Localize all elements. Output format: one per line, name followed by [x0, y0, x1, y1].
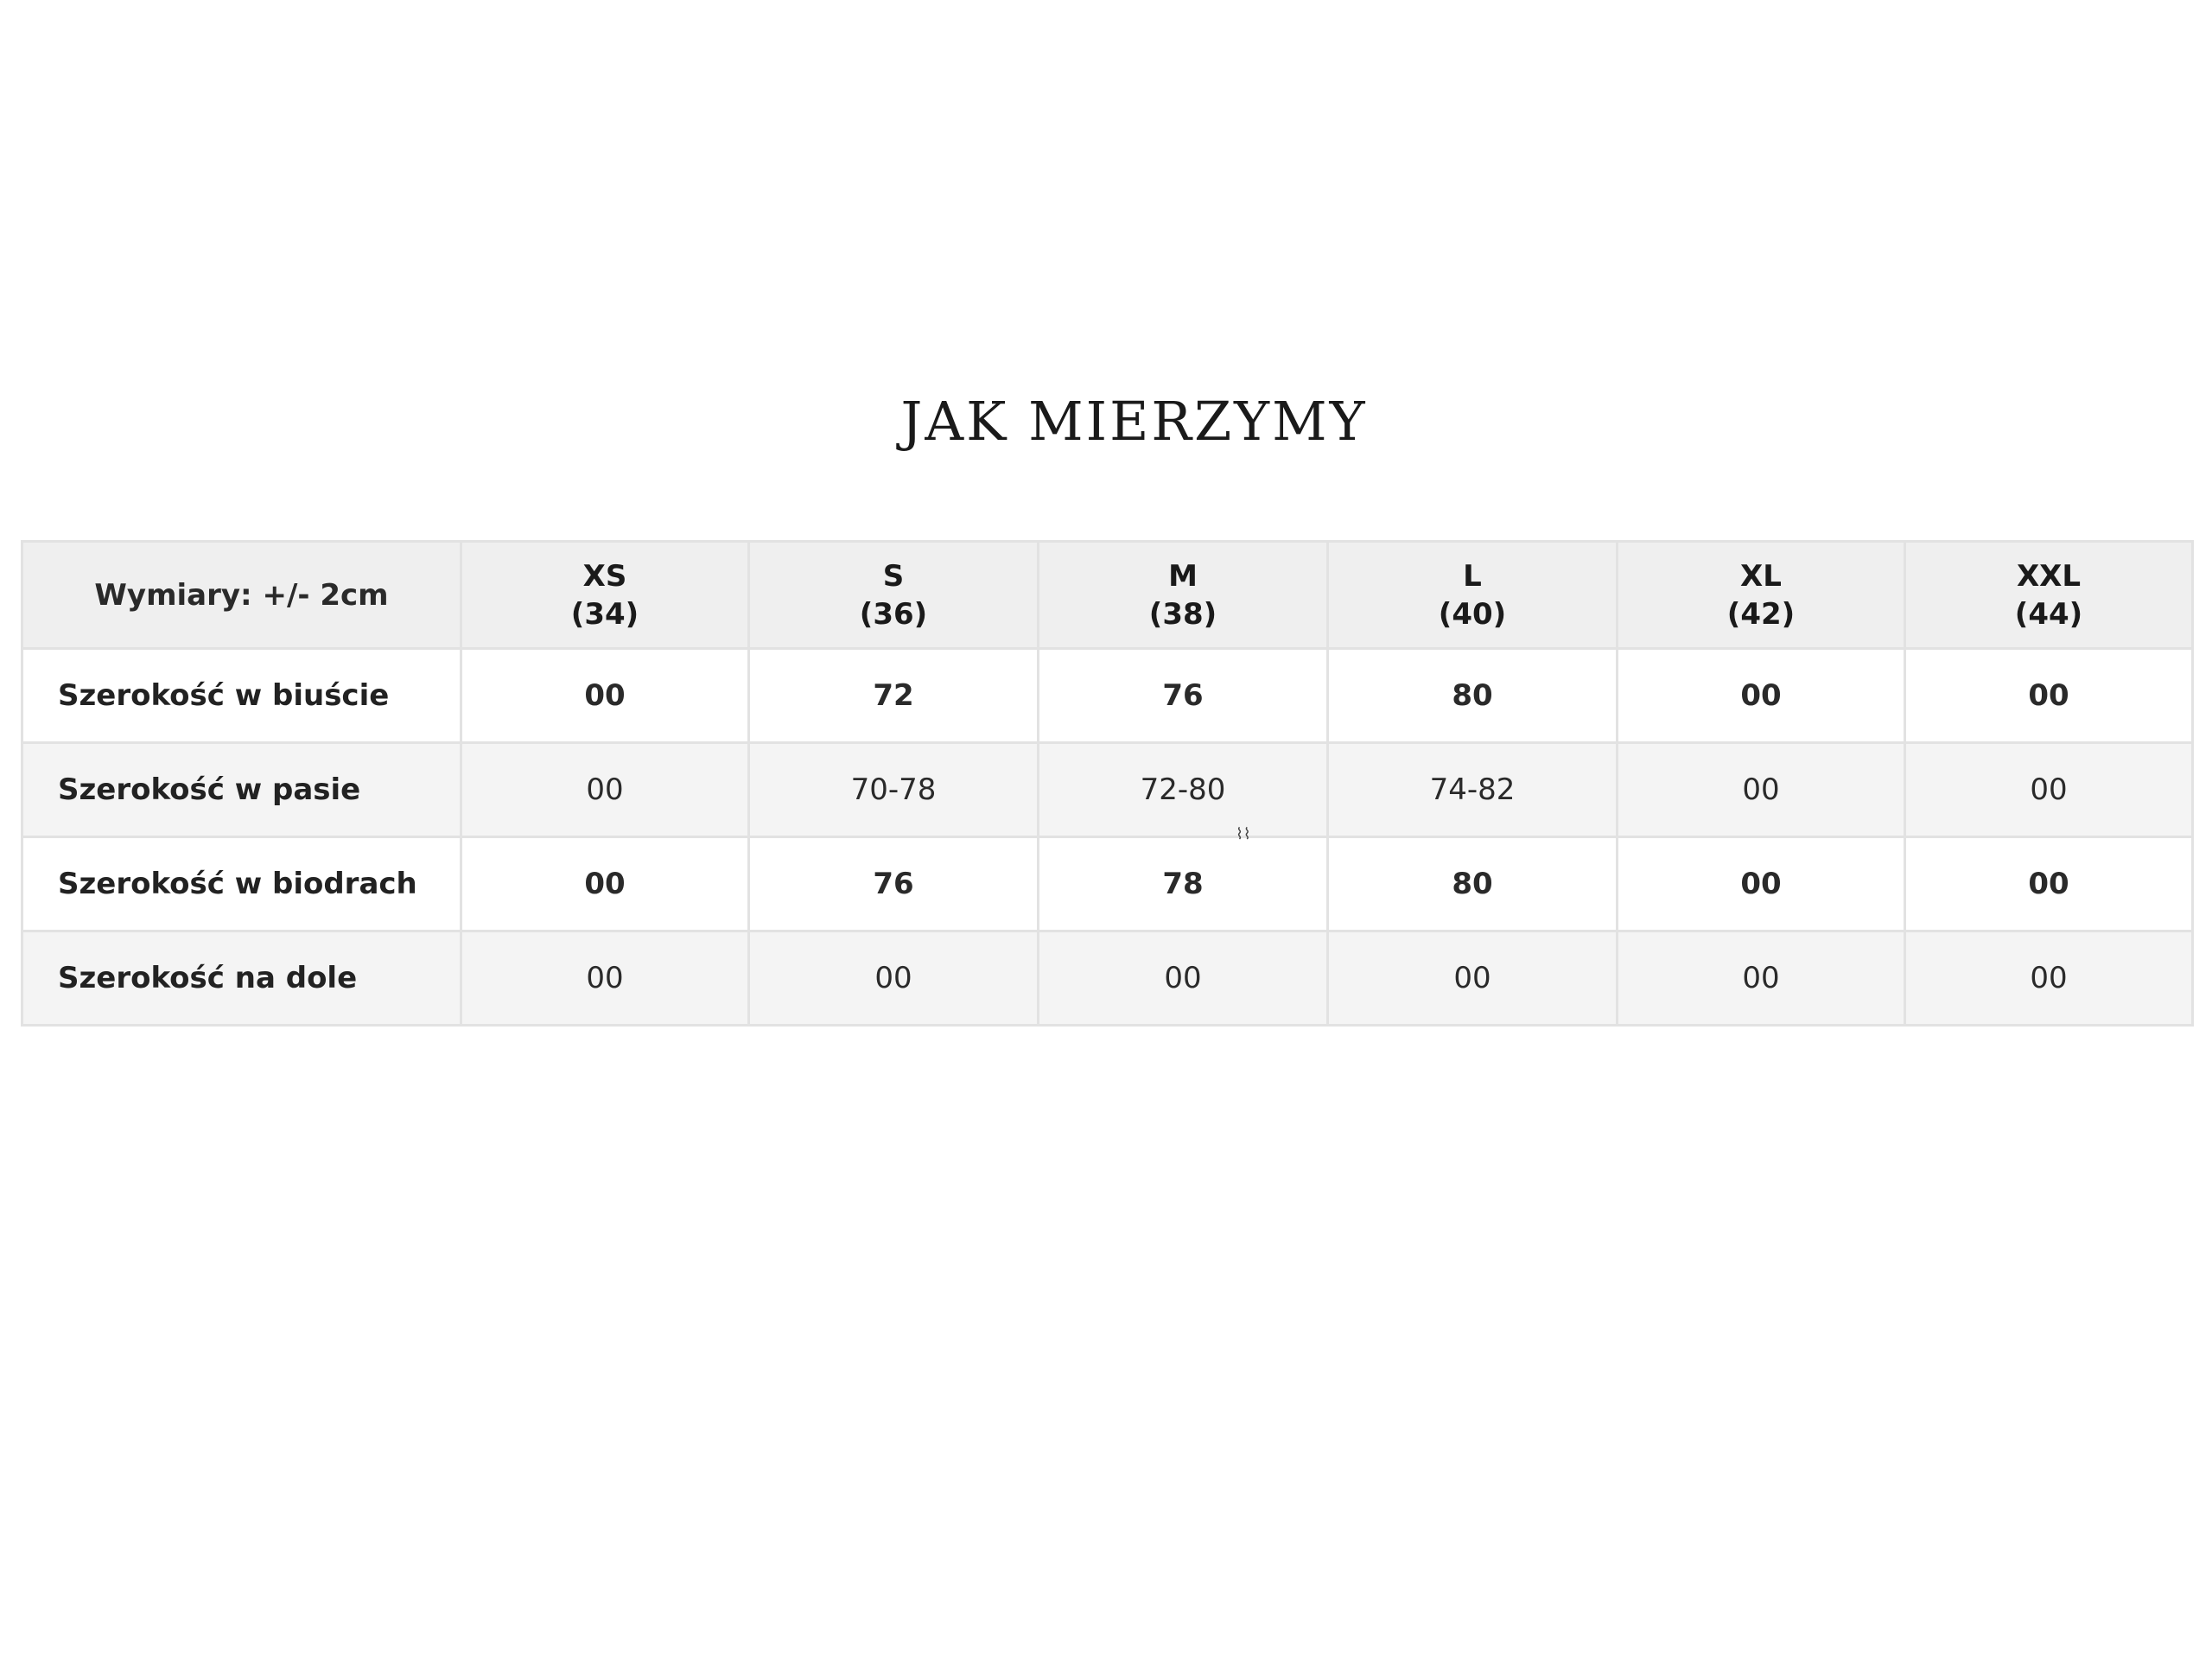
size-label: L	[1463, 558, 1482, 594]
size-column-header	[1328, 542, 1618, 649]
page-title: JAK MIERZYMY	[900, 390, 1368, 453]
table-cell: 00	[1039, 931, 1328, 1026]
size-label: XXL	[2016, 558, 2082, 594]
table-cell: 00	[461, 837, 749, 931]
table-cell: 00	[461, 743, 749, 837]
size-column-header	[1039, 542, 1328, 649]
table-cell: 74-82	[1328, 743, 1618, 837]
size-number: (36)	[859, 596, 928, 632]
size-column-header	[1905, 542, 2193, 649]
size-label: XL	[1740, 558, 1782, 594]
row-label: Szerokość w biuście	[22, 649, 461, 743]
table-cell: 00	[461, 649, 749, 743]
row-label: Szerokość w biodrach	[22, 837, 461, 931]
size-label: XS	[582, 558, 627, 594]
table-cell: 70-78	[749, 743, 1039, 837]
size-column-header	[461, 542, 749, 649]
table-cell: 00	[1905, 743, 2193, 837]
measurement-tolerance-header: Wymiary: +/- 2cm	[22, 542, 461, 649]
table-cell: 00	[1905, 837, 2193, 931]
table-row	[22, 743, 2193, 837]
size-number: (38)	[1148, 596, 1217, 632]
size-column-header	[749, 542, 1039, 649]
size-number: (40)	[1438, 596, 1507, 632]
size-column-header	[1618, 542, 1905, 649]
table-cell: 78	[1039, 837, 1328, 931]
table-cell: 76	[749, 837, 1039, 931]
table-cell: 00	[1618, 743, 1905, 837]
table-cell: 00	[749, 931, 1039, 1026]
table-cell: 80	[1328, 837, 1618, 931]
table-cell: 00	[1328, 931, 1618, 1026]
size-label: S	[882, 558, 905, 594]
size-chart-table	[21, 540, 2194, 1027]
table-cell: 00	[1618, 931, 1905, 1026]
table-cell: 72	[749, 649, 1039, 743]
table-row	[22, 931, 2193, 1026]
table-row	[22, 649, 2193, 743]
row-label: Szerokość w pasie	[22, 743, 461, 837]
size-number: (44)	[2014, 596, 2083, 632]
mouse-cursor-icon: ⌇⌇	[1236, 825, 1251, 843]
table-cell: 00	[1905, 931, 2193, 1026]
table-cell: 00	[1905, 649, 2193, 743]
table-cell: 72-80	[1039, 743, 1328, 837]
table-cell: 00	[461, 931, 749, 1026]
table-cell: 00	[1618, 649, 1905, 743]
table-cell: 00	[1618, 837, 1905, 931]
size-number: (34)	[570, 596, 639, 632]
size-label: M	[1168, 558, 1198, 594]
table-cell: 80	[1328, 649, 1618, 743]
row-label: Szerokość na dole	[22, 931, 461, 1026]
table-cell: 76	[1039, 649, 1328, 743]
table-row	[22, 837, 2193, 931]
table-header-row	[22, 542, 2193, 649]
size-number: (42)	[1726, 596, 1796, 632]
